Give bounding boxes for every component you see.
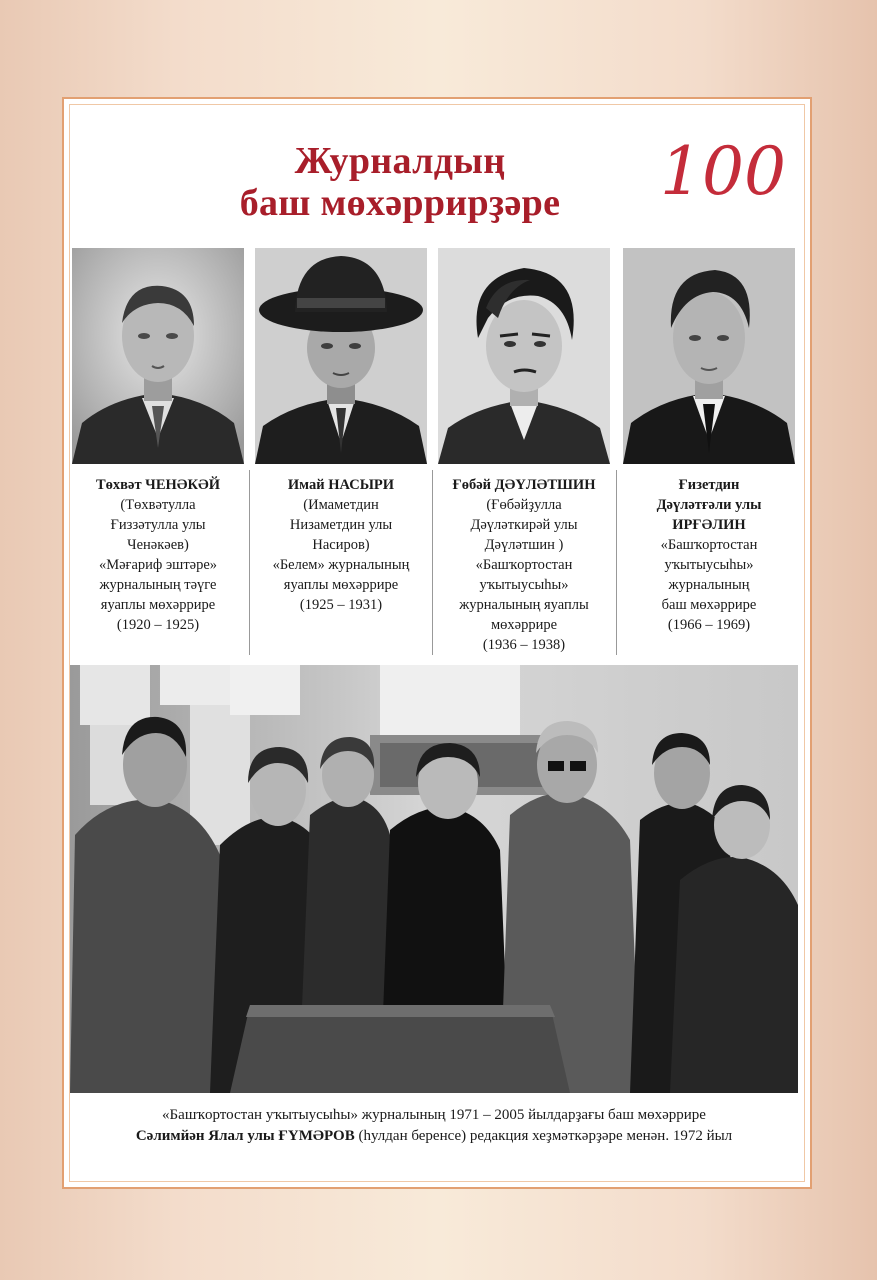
caption-line: журналының bbox=[668, 577, 750, 593]
caption-line: Ченәкәев) bbox=[127, 537, 189, 553]
caption-line: (Ғөбәйҙулла bbox=[486, 497, 562, 513]
caption-line: Насиров) bbox=[312, 537, 370, 553]
editor-name: Ғөбәй ДӘҮЛӘТШИН bbox=[452, 477, 596, 493]
caption-line: уҡытыусыһы» bbox=[479, 577, 569, 593]
caption-line: «Башҡортостан bbox=[660, 537, 758, 553]
caption-line: журналының тәүге bbox=[99, 577, 217, 593]
caption-line: Низаметдин улы bbox=[289, 517, 393, 533]
portrait-nasyri bbox=[255, 248, 427, 464]
caption-line: Ғиззәтулла улы bbox=[110, 517, 206, 533]
caption-line: (Имаметдин bbox=[303, 497, 379, 513]
title-line-1: Журналдың bbox=[294, 140, 506, 182]
editor-name: ИРҒӘЛИН bbox=[672, 517, 746, 533]
caption-line: уҡытыусыһы» bbox=[664, 557, 754, 573]
caption-line-1: «Башҡортостан уҡытыусыһы» журналының 1971 – 2005 йылдарҙағы баш мөхәррире bbox=[162, 1107, 706, 1123]
anniversary-number: 100 bbox=[660, 133, 786, 210]
caption-nasyri bbox=[255, 475, 427, 615]
group-photo-caption bbox=[76, 1105, 792, 1147]
caption-line: мөхәррире bbox=[490, 617, 558, 633]
caption-line: яуаплы мөхәррире bbox=[100, 597, 216, 613]
caption-line: (1966 – 1969) bbox=[667, 617, 751, 633]
caption-line-2 bbox=[76, 1126, 792, 1147]
editor-name: Имай НАСЫРИ bbox=[287, 477, 395, 493]
caption-line: «Мәғариф эштәре» bbox=[98, 557, 218, 573]
caption-chenakay bbox=[72, 475, 244, 635]
editor-name: Ғизетдин bbox=[678, 477, 740, 493]
caption-line: (1920 – 1925) bbox=[116, 617, 200, 633]
caption-line: Дәүләткирәй улы bbox=[470, 517, 578, 533]
caption-irgalin bbox=[623, 475, 795, 635]
editor-name: Төхвәт ЧЕНӘКӘЙ bbox=[96, 477, 220, 493]
caption-line: яуаплы мөхәррире bbox=[283, 577, 399, 593]
caption-daulatshin bbox=[436, 475, 612, 655]
caption-line: (1925 – 1931) bbox=[299, 597, 383, 613]
portrait-irgalin bbox=[623, 248, 795, 464]
editor-name: Дәүләтғәли улы bbox=[656, 497, 762, 513]
caption-line-2-rest: (һулдан беренсе) редакция хеҙмәткәрҙәре менән. 1972 йыл bbox=[354, 1128, 733, 1144]
caption-line: (Төхвәтулла bbox=[120, 497, 196, 513]
caption-line: (1936 – 1938) bbox=[482, 637, 566, 653]
chief-editor-name: Сәлимйән Ялал улы ҒҮМӘРОВ bbox=[135, 1128, 355, 1144]
caption-line: «Белем» журналының bbox=[272, 557, 410, 573]
caption-line: «Башҡортостан bbox=[475, 557, 573, 573]
group-photo bbox=[70, 665, 798, 1093]
portrait-chenakay bbox=[72, 248, 244, 464]
page-title bbox=[200, 140, 600, 224]
column-divider bbox=[249, 470, 250, 655]
column-divider bbox=[432, 470, 433, 655]
column-divider bbox=[616, 470, 617, 655]
caption-line: Дәүләтшин ) bbox=[484, 537, 564, 553]
caption-line: журналының яуаплы bbox=[459, 597, 589, 613]
caption-line: баш мөхәррире bbox=[661, 597, 757, 613]
portrait-daulatshin bbox=[438, 248, 610, 464]
title-line-2: баш мөхәррирҙәре bbox=[239, 182, 561, 224]
